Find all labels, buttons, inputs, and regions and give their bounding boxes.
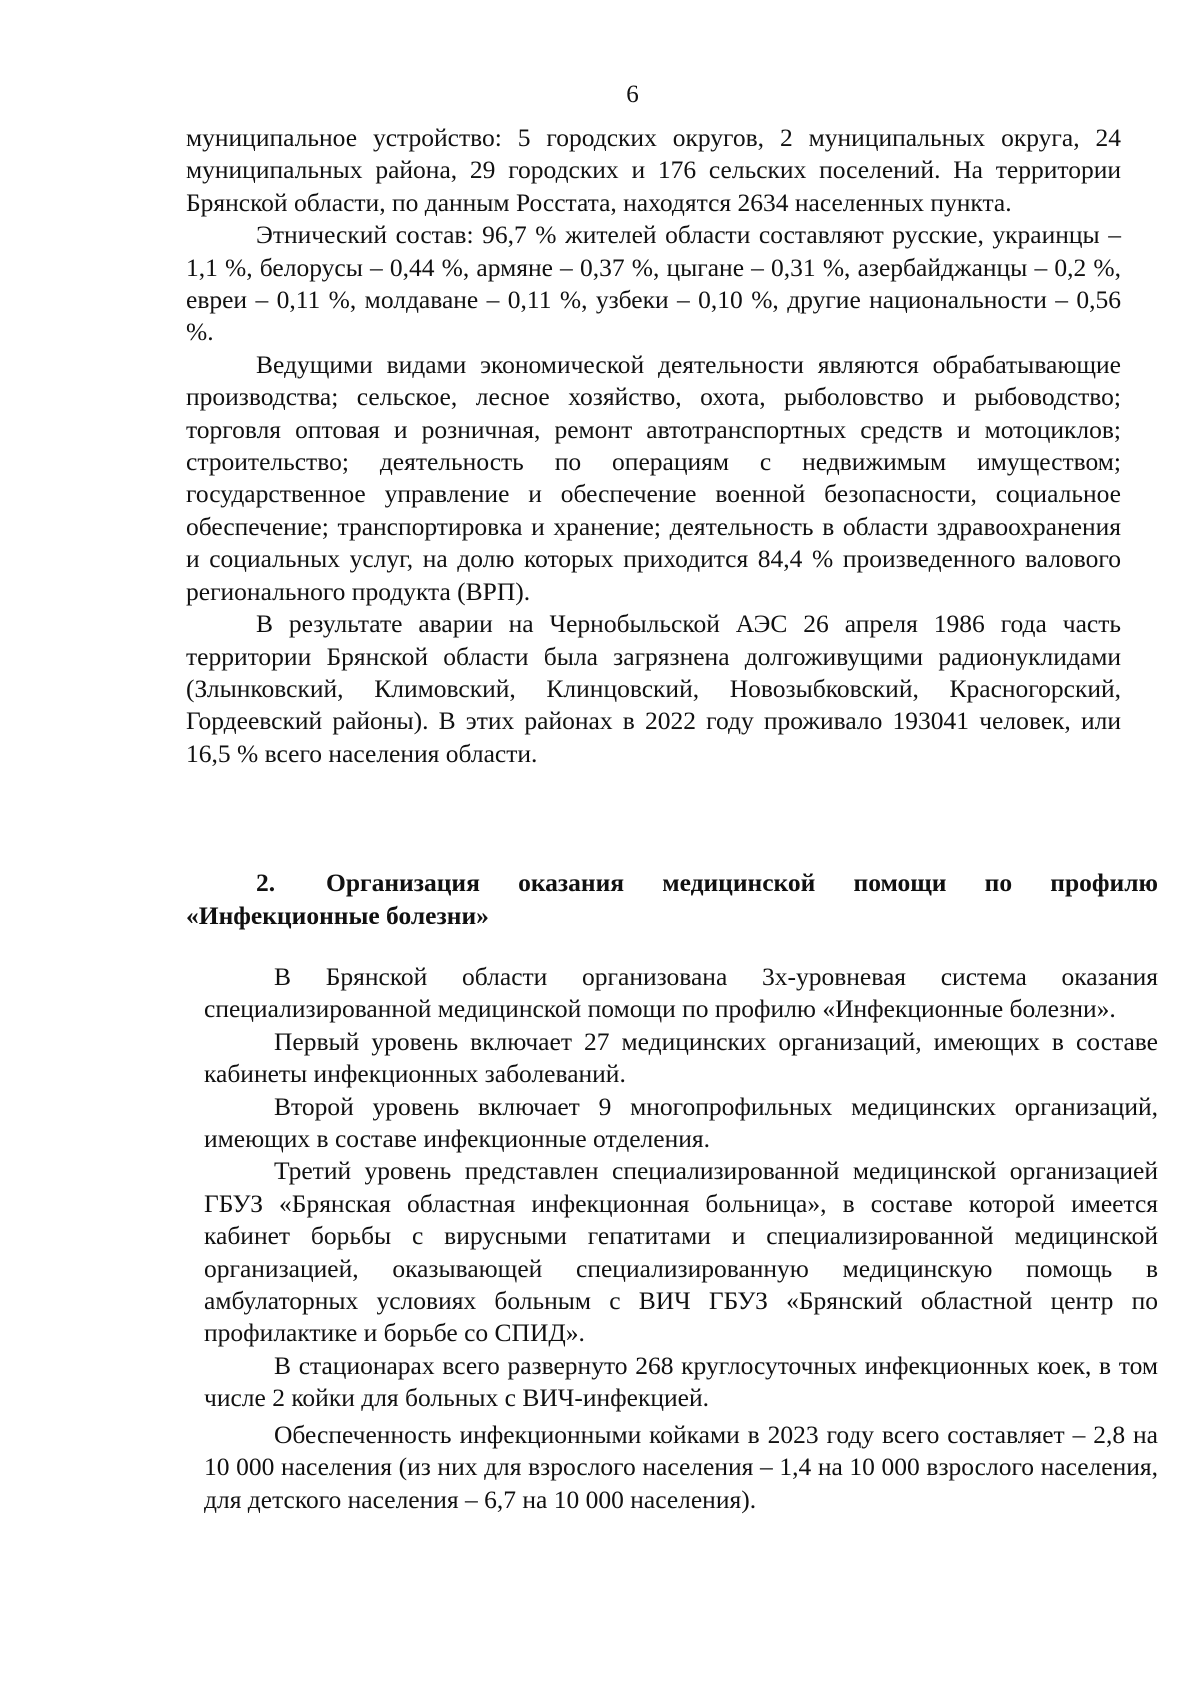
section-number: 2. <box>256 868 276 897</box>
section-heading <box>186 866 1158 932</box>
paragraph-second-level: Второй уровень включает 9 многопрофильных медицинских организаций, имеющих в составе инфекционные отделения. <box>204 1091 1158 1154</box>
paragraph-third-level: Третий уровень представлен специализированной медицинской организацией ГБУЗ «Брянская областная инфекционная больница», в составе которой имеется кабинет борьбы с вирусными гепатитами и специализированной медицинской организацией, оказывающей специализированную медицинскую помощь в амбулаторных условиях больным с ВИЧ ГБУЗ «Брянский областной центр по профилактике и борьбе со СПИД». <box>204 1156 1158 1348</box>
page-number: 6 <box>626 81 639 108</box>
intro-section <box>186 122 1121 770</box>
infectious-care-section <box>204 961 1158 1516</box>
paragraph-bed-provision: Обеспеченность инфекционными койками в 2023 году всего составляет – 2,8 на 10 000 населения (из них для взрослого населения – 1,4 на 10 000 взрослого населения, для детского населения – 6,7 на 10 000 населения). <box>204 1419 1158 1514</box>
paragraph-economic-activity: Ведущими видами экономической деятельности являются обрабатывающие производства; сельское, лесное хозяйство, охота, рыболовство и рыбоводство; торговля оптовая и розничная, ремонт автотранспортных средств и мотоциклов; строительство; деятельность по операциям с недвижимым имуществом; государственное управление и обеспечение военной безопасности, социальное обеспечение; транспортировка и хранение; деятельность в области здравоохранения и социальных услуг, на долю которых приходится 84,4 % произведенного валового регионального продукта (ВРП). <box>186 349 1121 606</box>
paragraph-chernobyl: В результате аварии на Чернобыльской АЭС 26 апреля 1986 года часть территории Брянской области была загрязнена долгоживущими радионуклидами (Злынковский, Климовский, Клинцовский, Новозыбковский, Красногорский, Гордеевский районы). В этих районах в 2022 году проживало 193041 человек, или 16,5 % всего населения области. <box>186 609 1121 768</box>
paragraph-three-level-system: В Брянской области организована 3х-уровневая система оказания специализированной медицинской помощи по профилю «Инфекционные болезни». <box>204 962 1158 1024</box>
paragraph-first-level: Первый уровень включает 27 медицинских организаций, имеющих в составе кабинеты инфекционных заболеваний. <box>204 1026 1158 1089</box>
paragraph-municipal-structure: муниципальное устройство: 5 городских округов, 2 муниципальных округа, 24 муниципальных района, 29 городских и 176 сельских поселений. На территории Брянской области, по данным Росстата, находятся 2634 населенных пункта. <box>186 123 1121 217</box>
paragraph-ethnic-composition: Этнический состав: 96,7 % жителей области составляют русские, украинцы – 1,1 %, белорусы – 0,44 %, армяне – 0,37 %, цыгане – 0,31 %, азербайджанцы – 0,2 %, евреи – 0,11 %, молдаване – 0,11 %, узбеки – 0,10 %, другие национальности – 0,56 %. <box>186 220 1121 347</box>
section-title: Организация оказания медицинской помощи по профилю «Инфекционные болезни» <box>186 868 1158 930</box>
paragraph-hospital-beds: В стационарах всего развернуто 268 круглосуточных инфекционных коек, в том числе 2 койки для больных с ВИЧ-инфекцией. <box>204 1350 1158 1413</box>
